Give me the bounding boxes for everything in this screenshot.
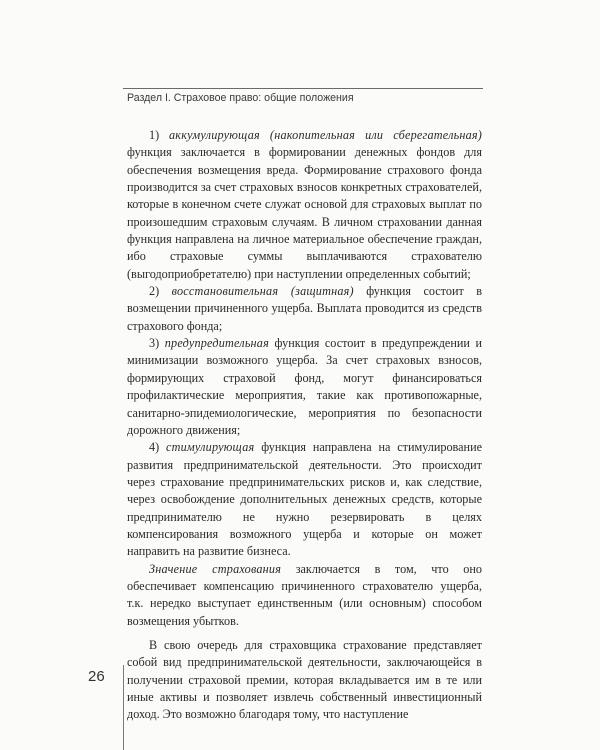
paragraph-significance — [127, 561, 482, 630]
term: предупредительная — [164, 336, 269, 351]
paragraph-text: функция состоит в предупреждении и минимизации возможного ущерба. За счет страховых взносов, формирующих страховой фонд, могут финансироваться профилактические мероприятия, такие как противопожарные, санитарно-эпидемиологические, мероприятия по безопасности дорожного движения; — [127, 336, 483, 437]
paragraph-text: функция направлена на стимулирование развития предпринимательской деятельности. Это происходит через страхование предпринимательских рисков и, как следствие, через освобождение дополнительных денежных средств, которые предпринимателю не нужно резервировать в целях компенсирования возможного ущерба и которые он может направить на развитие бизнеса. — [127, 440, 483, 559]
header-rule — [123, 88, 483, 89]
paragraph-text: функция состоит в возмещении причиненного ущерба. Выплата проводится из средств страхового фонда; — [127, 284, 483, 333]
term: стимулирующая — [166, 440, 255, 455]
body-text — [127, 127, 482, 724]
paragraph-function-3 — [127, 335, 482, 439]
page-number: 26 — [88, 668, 105, 685]
list-number: 4) — [149, 440, 160, 455]
paragraph-function-4 — [127, 439, 482, 560]
paragraph-insurer — [127, 637, 482, 724]
list-number: 2) — [149, 284, 160, 299]
term: восстановительная (защитная) — [171, 284, 354, 299]
paragraph-text: функция заключается в формировании денежных фондов для обеспечения возмещения вреда. Формирование страхового фонда производится за счет страховых взносов конкретных страхователей, которые в конечном счете служат основой для страховых выплат по произошедшим страховым случаям. В личном страховании данная функция направлена на личное материальное обеспечение граждан, ибо страховые суммы выплачиваются страхователю (выгодоприобретателю) при наступлении определенных событий; — [127, 145, 482, 281]
term: Значение страхования — [149, 561, 282, 576]
term: аккумулирующая (накопительная или сберегательная) — [169, 128, 482, 142]
paragraph-text: В свою очередь для страховщика страхование представляет собой вид предпринимательской деятельности, заключающейся в получении страховой премии, которая вкладывается им в те или иные активы и позволяет извлечь собственный инвестиционный доход. Это возможно благодаря тому, что наступление — [127, 637, 482, 722]
paragraph-function-2 — [127, 283, 482, 335]
paragraph-text: заключается в том, что оно обеспечивает компенсацию причиненного страхователю ущерба, т.к. нередко выступает единственным (или основным) способом возмещения убытков. — [127, 561, 482, 628]
list-number: 1) — [149, 128, 160, 142]
paragraph-function-1 — [127, 127, 482, 283]
list-number: 3) — [149, 336, 160, 351]
running-head: Раздел I. Страховое право: общие положения — [127, 92, 354, 104]
margin-rule — [123, 665, 124, 750]
